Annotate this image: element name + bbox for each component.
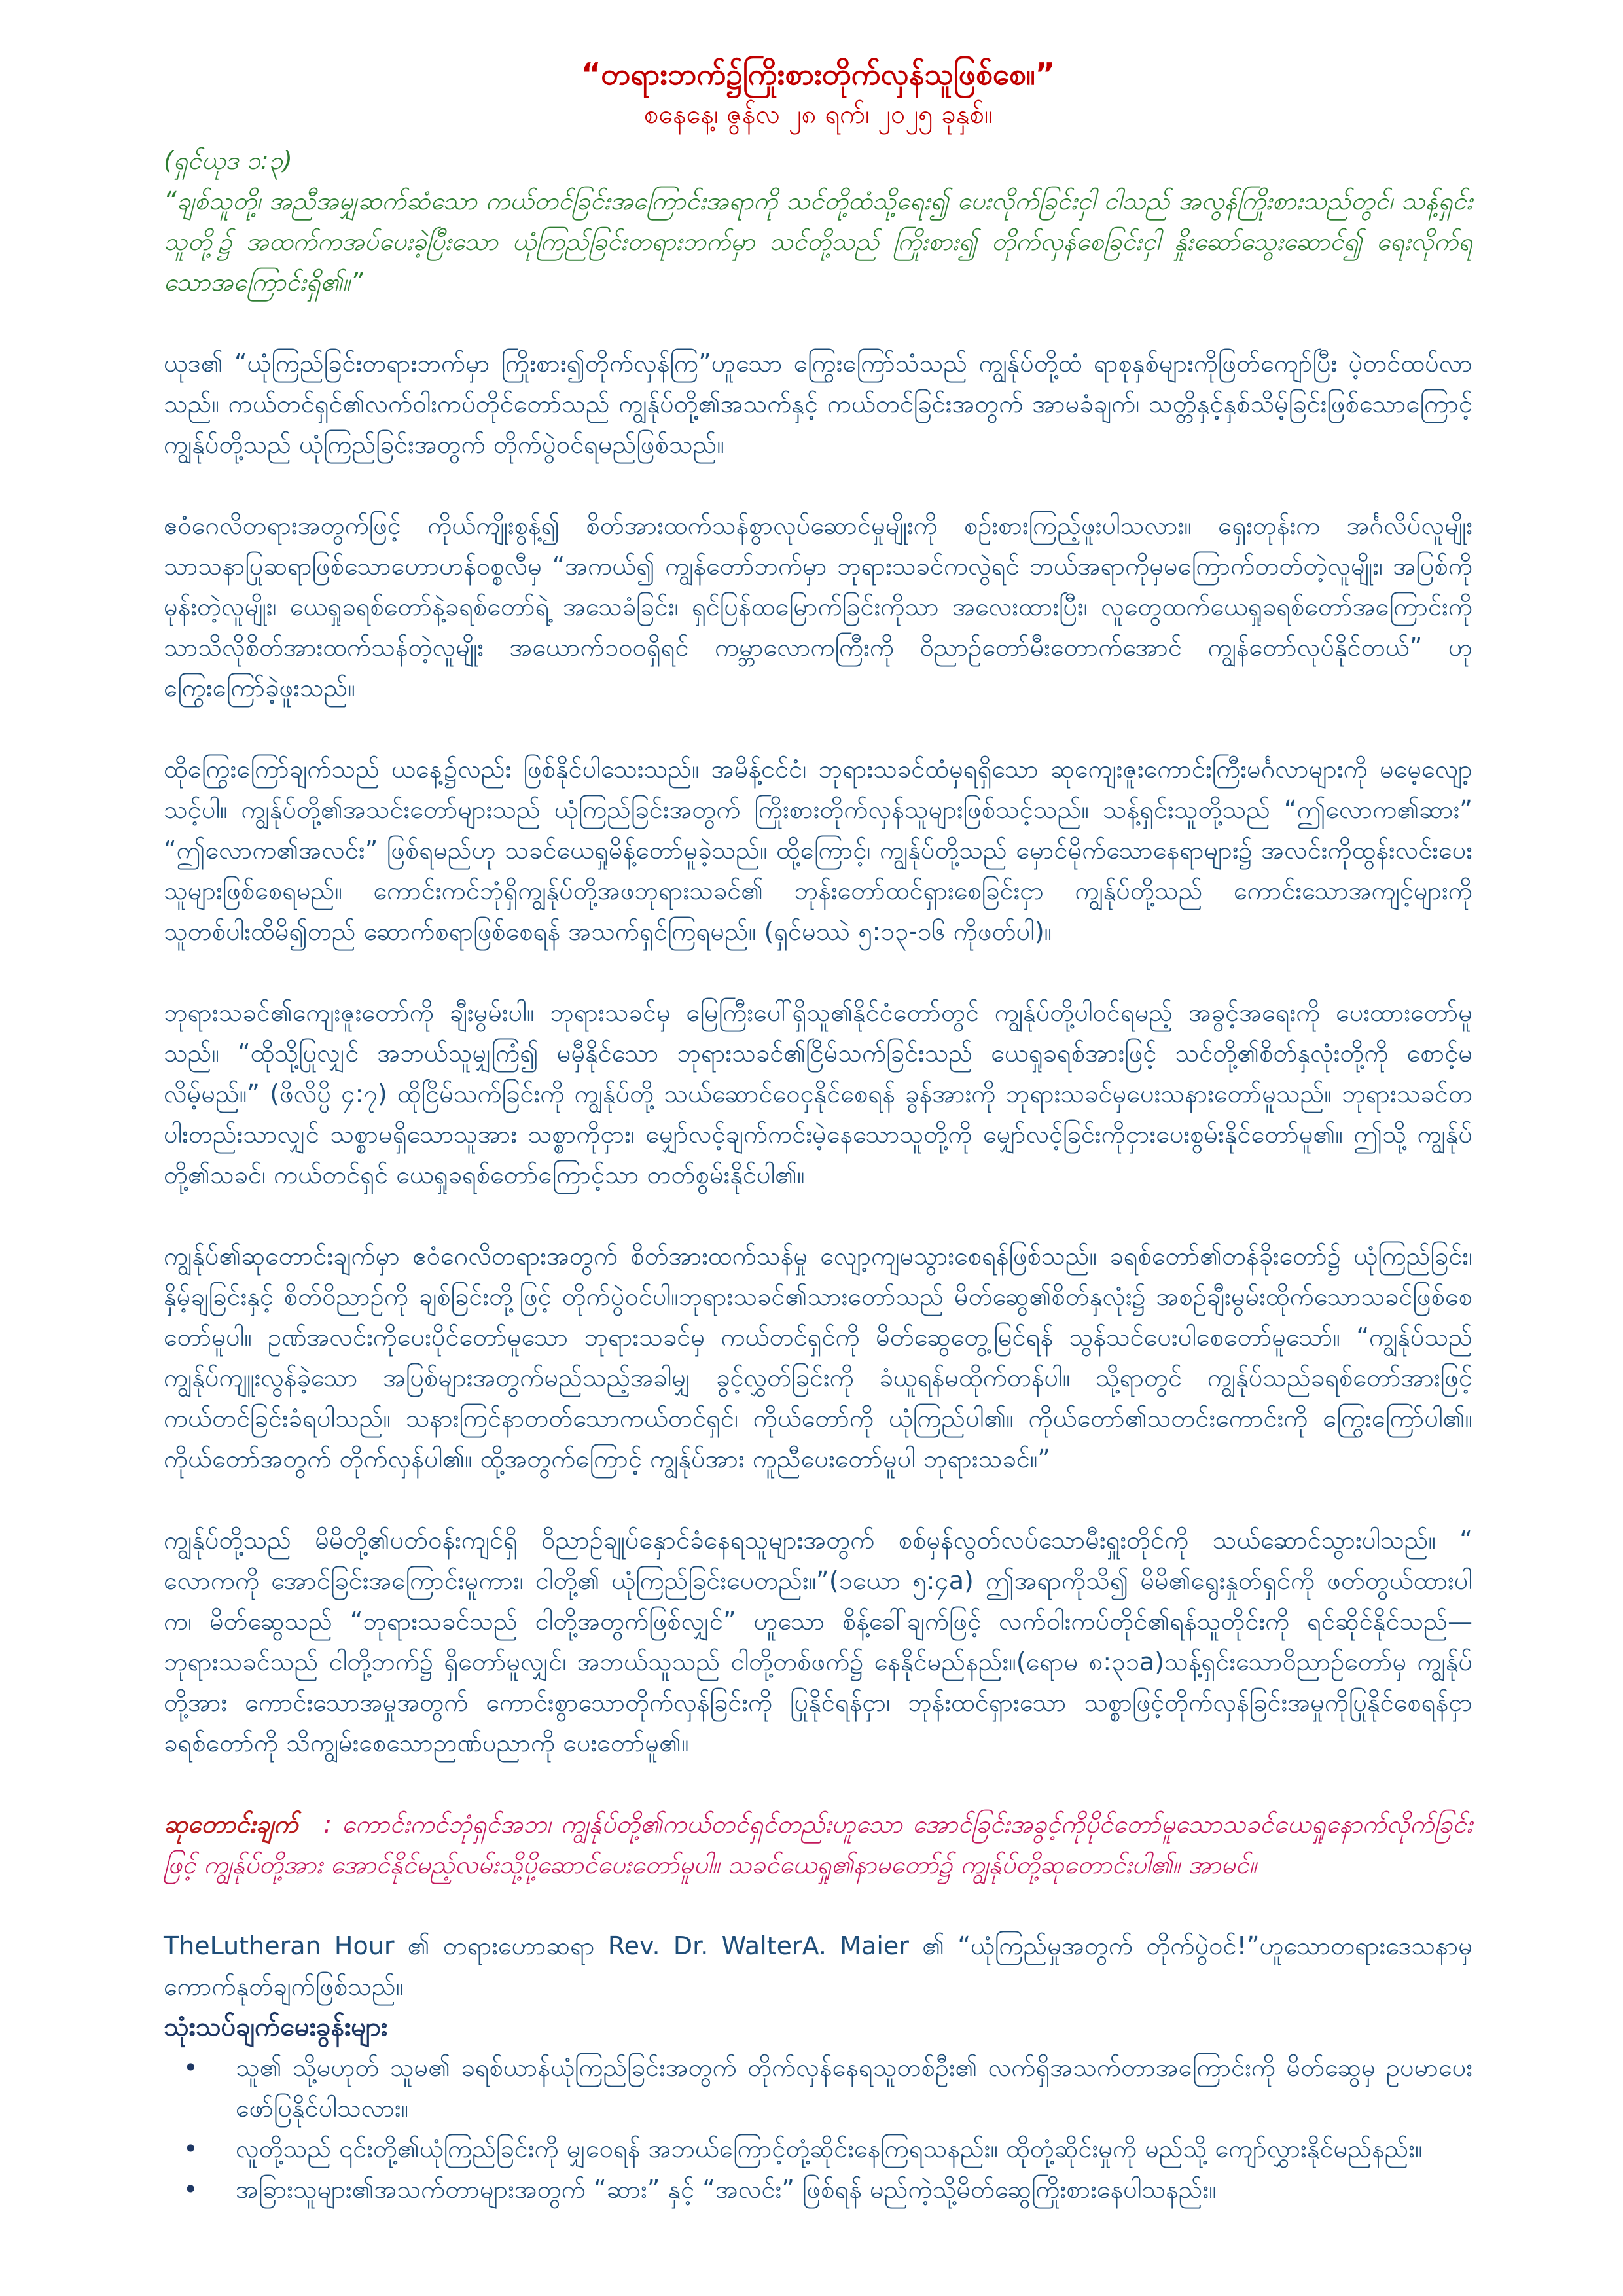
verse-reference: (ရှင်ယုဒ ၁:၃) bbox=[164, 146, 293, 175]
question-text: လူတို့သည် ၎င်းတို့၏ယုံကြည်ခြင်းကို မျှဝေရန် အဘယ်ကြောင့်တုံ့ဆိုင်းနေကြရသနည်း။ ထိုတုံ့ဆိုင်းမှုကို မည်သို့ ကျော်လွှားနိုင်မည်နည်း။ bbox=[236, 2134, 1423, 2163]
bullet-icon: • bbox=[183, 2053, 198, 2082]
prayer-label: ဆုတောင်းချက် bbox=[164, 1810, 298, 1839]
question-text: သူ၏ သို့မဟုတ် သူမ၏ ခရစ်ယာန်ယုံကြည်ခြင်းအတွက် တိုက်လှန်နေရသူတစ်ဦး၏ လက်ရှိအသက်တာအကြောင်းကို မိတ်ဆွေမှ ဥပမာပေးဖော်ပြနိုင်ပါသလား။ bbox=[236, 2053, 1472, 2123]
paragraph-5: ကျွန်ုပ်၏ဆုတောင်းချက်မှာ ဧဝံဂေလိတရားအတွက် စိတ်အားထက်သန်မှု လျော့ကျမသွားစေရန်ဖြစ်သည်။ ခရစ်တော်၏တန်ခိုးတော်၌ ယုံကြည်ခြင်း၊ နှိမ့်ချခြင်းနှင့် စိတ်ဝိညာဉ်ကို ချစ်ခြင်းတို့ဖြင့် တိုက်ပွဲဝင်ပါ။ဘုရားသခင်၏သားတော်သည် မိတ်ဆွေ၏စိတ်နှလုံး၌ အစဉ်ချီးမွမ်းထိုက်သောသခင်ဖြစ်စေတော်မူပါ။ ဥဏ်အလင်းကိုပေးပိုင်တော်မူသော ဘုရားသခင်မှ ကယ်တင်ရှင်ကို မိတ်ဆွေတွေ့မြင်ရန် သွန်သင်ပေးပါစေတော်မူသော်။ “ကျွန်ုပ်သည် ကျွန်ုပ်ကျူးလွန်ခဲ့သော အပြစ်များအတွက်မည်သည့်အခါမျှ ခွင့်လွှတ်ခြင်းကို ခံယူရန်မထိုက်တန်ပါ။ သို့ရာတွင် ကျွန်ုပ်သည်ခရစ်တော်အားဖြင့် ကယ်တင်ခြင်းခံရပါသည်။ သနားကြင်နာတတ်သောကယ်တင်ရှင်၊ ကိုယ်တော်ကို ယုံကြည်ပါ၏။ ကိုယ်တော်၏သတင်းကောင်းကို ကြွေးကြော်ပါ၏။ ကိုယ်တော်အတွက် တိုက်လှန်ပါ၏။ ထို့အတွက်ကြောင့် ကျွန်ုပ်အား ကူညီပေးတော်မူပါ ဘုရားသခင်။” bbox=[164, 1242, 1472, 1473]
question-item bbox=[183, 2169, 1472, 2210]
page-title: “တရားဘက်၌ကြိုးစားတိုက်လှန်သူဖြစ်စေ။” bbox=[581, 56, 1055, 92]
source-credit: TheLutheran Hour ၏ တရားဟောဆရာ Rev. Dr. WalterA. Maier ၏ “ယုံကြည်မှုအတွက် တိုက်ပွဲဝင်!”ဟူသောတရားဒေသနာမှ ကောက်နုတ်ချက်ဖြစ်သည်။ bbox=[164, 1931, 1472, 2001]
question-item bbox=[183, 2047, 1472, 2128]
date-line: စနေနေ့၊ ဇွန်လ ၂၈ ရက်၊ ၂၀၂၅ ခုနှစ်။ bbox=[643, 99, 993, 130]
question-text: အခြားသူများ၏အသက်တာများအတွက် “ဆား” နှင့် “အလင်း” ဖြစ်ရန် မည်ကဲ့သို့မိတ်ဆွေကြိုးစားနေပါသနည်း။ bbox=[236, 2175, 1217, 2204]
question-item bbox=[183, 2128, 1472, 2169]
prayer-block bbox=[164, 1804, 1472, 1885]
paragraph-3: ထိုကြွေးကြော်ချက်သည် ယနေ့၌လည်း ဖြစ်နိုင်ပါသေးသည်။ အမိန့်ငင်ငံ၊ ဘုရားသခင်ထံမှရရှိသော ဆုကျေးဇူးကောင်းကြီးမင်္ဂလာများကို မမေ့လျော့သင့်ပါ။ ကျွန်ုပ်တို့၏အသင်းတော်များသည် ယုံကြည်ခြင်းအတွက် ကြိုးစားတိုက်လှန်သူများဖြစ်သင့်သည်။ သန့်ရှင်းသူတို့သည် “ဤလောက၏ဆား” “ဤလောက၏အလင်း” ဖြစ်ရမည်ဟု သခင်ယေရှုမိန့်တော်မူခဲ့သည်။ ထို့ကြောင့်၊ ကျွန်ုပ်တို့သည် မှောင်မိုက်သောနေရာများ၌ အလင်းကိုထွန်းလင်းပေးသူများဖြစ်စေရမည်။ ကောင်းကင်ဘုံရှိကျွန်ုပ်တို့အဖဘုရားသခင်၏ ဘုန်းတော်ထင်ရှားစေခြင်းငှာ ကျွန်ုပ်တို့သည် ကောင်းသောအကျင့်များကို သူတစ်ပါးထိမိ၍တည် ဆောက်စရာဖြစ်စေရန် အသက်ရှင်ကြရမည်။ (ရှင်မဿဲ ၅:၁၃-၁၆ ကိုဖတ်ပါ)။ bbox=[164, 755, 1472, 946]
prayer-text: ကောင်းကင်ဘုံရှင်အဘ၊ ကျွန်ုပ်တို့၏ကယ်တင်ရှင်တည်းဟူသော အောင်ခြင်းအခွင့်ကိုပိုင်တော်မူသောသခင်ယေရှုနောက်လိုက်ခြင်းဖြင့် ကျွန်ုပ်တို့အား အောင်နိုင်မည့်လမ်းသို့ပို့ဆောင်ပေးတော်မူပါ။ သခင်ယေရှု၏နာမတော်၌ ကျွန်ုပ်တို့ဆုတောင်းပါ၏။ အာမင်။ bbox=[164, 1810, 1472, 1879]
prayer-separator: : bbox=[323, 1810, 332, 1839]
paragraph-2: ဧဝံဂေလိတရားအတွက်ဖြင့် ကိုယ်ကျိုးစွန့်၍ စိတ်အားထက်သန်စွာလုပ်ဆောင်မှုမျိုးကို စဉ်းစားကြည့်ဖူးပါသလား။ ရှေးတုန်းက အင်္ဂလိပ်လူမျိုးသာသနာပြုဆရာဖြစ်သောဟောဟန်ဝစ္စလီမှ “အကယ်၍ ကျွန်တော်ဘက်မှာ ဘုရားသခင်ကလွဲရင် ဘယ်အရာကိုမှမကြောက်တတ်တဲ့လူမျိုး၊ အပြစ်ကို မုန်းတဲ့လူမျိုး၊ ယေရှုခရစ်တော်နဲ့ခရစ်တော်ရဲ့ အသေခံခြင်း၊ ရှင်ပြန်ထမြောက်ခြင်းကိုသာ အလေးထားပြီး၊ လူတွေထက်ယေရှုခရစ်တော်အကြောင်းကိုသာသိလိုစိတ်အားထက်သန်တဲ့လူမျိုး အယောက်၁၀၀ရှိရင် ကမ္ဘာလောကကြီးကို ဝိညာဉ်တော်မီးတောက်အောင် ကျွန်တော်လုပ်နိုင်တယ်” ဟုကြွေးကြော်ခဲ့ဖူးသည်။ bbox=[164, 511, 1472, 702]
paragraph-1: ယုဒ၏ “ယုံကြည်ခြင်းတရားဘက်မှာ ကြိုးစား၍တိုက်လှန်ကြ”ဟူသော ကြွေးကြော်သံသည် ကျွန်ုပ်တို့ထံ ရာစုနှစ်များကိုဖြတ်ကျော်ပြီး ပဲ့တင်ထပ်လာသည်။ ကယ်တင်ရှင်၏လက်ဝါးကပ်တိုင်တော်သည် ကျွန်ုပ်တို့၏အသက်နှင့် ကယ်တင်ခြင်းအတွက် အာမခံချက်၊ သတ္တိနှင့်နှစ်သိမ့်ခြင်းဖြစ်သောကြောင့် ကျွန်ုပ်တို့သည် ယုံကြည်ခြင်းအတွက် တိုက်ပွဲဝင်ရမည်ဖြစ်သည်။ bbox=[164, 349, 1472, 459]
bullet-icon: • bbox=[183, 2175, 198, 2204]
paragraph-6: ကျွန်ုပ်တို့သည် မိမိတို့၏ပတ်ဝန်းကျင်ရှိ ဝိညာဉ်ချုပ်နှောင်ခံနေရသူများအတွက် စစ်မှန်လွတ်လပ်သောမီးရှူးတိုင်ကို သယ်ဆောင်သွားပါသည်။ “ လောကကို အောင်ခြင်းအကြောင်းမူကား၊ ငါတို့၏ ယုံကြည်ခြင်းပေတည်း။”(၁ယော ၅:၄a) ဤအရာကိုသိ၍ မိမိ၏ရွေးနှုတ်ရှင်ကို ဖတ်တွယ်ထားပါက၊ မိတ်ဆွေသည် “ဘုရားသခင်သည် ငါတို့အတွက်ဖြစ်လျှင်” ဟူသော စိန့်ခေါ်ချက်ဖြင့် လက်ဝါးကပ်တိုင်၏ရန်သူတိုင်းကို ရင်ဆိုင်နိုင်သည်—ဘုရားသခင်သည် ငါတို့ဘက်၌ ရှိတော်မူလျှင်၊ အဘယ်သူသည် ငါတို့တစ်ဖက်၌ နေနိုင်မည်နည်း။(ရောမ ၈:၃၁a)သန့်ရှင်းသောဝိညာဉ်တော်မှ ကျွန်ုပ်တို့အား ကောင်းသောအမှုအတွက် ကောင်းစွာသောတိုက်လှန်ခြင်းကို ပြုနိုင်ရန်ငှာ၊ ဘုန်းထင်ရှားသော သစ္စာဖြင့်တိုက်လှန်ခြင်းအမှုကိုပြုနိုင်စေရန်ငှာ ခရစ်တော်ကို သိကျွမ်းစေသောဉာဏ်ပညာကို ပေးတော်မူ၏။ bbox=[164, 1526, 1472, 1757]
questions-list bbox=[164, 2047, 1472, 2210]
questions-heading: သုံးသပ်ချက်မေးခွန်းများ bbox=[164, 2012, 388, 2042]
paragraph-4: ဘုရားသခင်၏ကျေးဇူးတော်ကို ချီးမွမ်းပါ။ ဘုရားသခင်မှ မြေကြီးပေါ်ရှိသူ၏နိုင်ငံတော်တွင် ကျွန်ုပ်တို့ပါဝင်ရမည့် အခွင့်အရေးကို ပေးထားတော်မူသည်။ “ထိုသို့ပြုလျှင် အဘယ်သူမျှကြံ၍ မမှီနိုင်သော ဘုရားသခင်၏ငြိမ်သက်ခြင်းသည် ယေရှုခရစ်အားဖြင့် သင်တို့၏စိတ်နှလုံးတို့ကို စောင့်မလိမ့်မည်။” (ဖိလိပ္ပိ ၄:၇) ထိုငြိမ်သက်ခြင်းကို ကျွန်ုပ်တို့ သယ်ဆောင်ဝေငှနိုင်စေရန် ခွန်အားကို ဘုရားသခင်မှပေးသနားတော်မူသည်။ ဘုရားသခင်တပါးတည်းသာလျှင် သစ္စာမရှိသောသူအား သစ္စာကိုငှား၊ မျှော်လင့်ချက်ကင်းမဲ့နေသောသူတို့ကို မျှော်လင့်ခြင်းကိုငှားပေးစွမ်းနိုင်တော်မူ၏။ ဤသို့ ကျွန်ုပ်တို့၏သခင်၊ ကယ်တင်ရှင် ယေရှုခရစ်တော်ကြောင့်သာ တတ်စွမ်းနိုင်ပါ၏။ bbox=[164, 998, 1472, 1189]
bullet-icon: • bbox=[183, 2134, 198, 2163]
verse-text: “ချစ်သူတို့၊ အညီအမျှဆက်ဆံသော ကယ်တင်ခြင်းအကြောင်းအရာကို သင်တို့ထံသို့ရေး၍ ပေးလိုက်ခြင်းငှါ ငါသည် အလွန်ကြိုးစားသည်တွင်၊ သန့်ရှင်းသူတို့၌ အထက်ကအပ်ပေးခဲ့ပြီးသော ယုံကြည်ခြင်းတရားဘက်မှာ သင်တို့သည် ကြိုးစား၍ တိုက်လှန်စေခြင်းငှါ နှိုးဆော်သွေးဆောင်၍ ရေးလိုက်ရသောအကြောင်းရှိ၏။” bbox=[164, 187, 1472, 296]
